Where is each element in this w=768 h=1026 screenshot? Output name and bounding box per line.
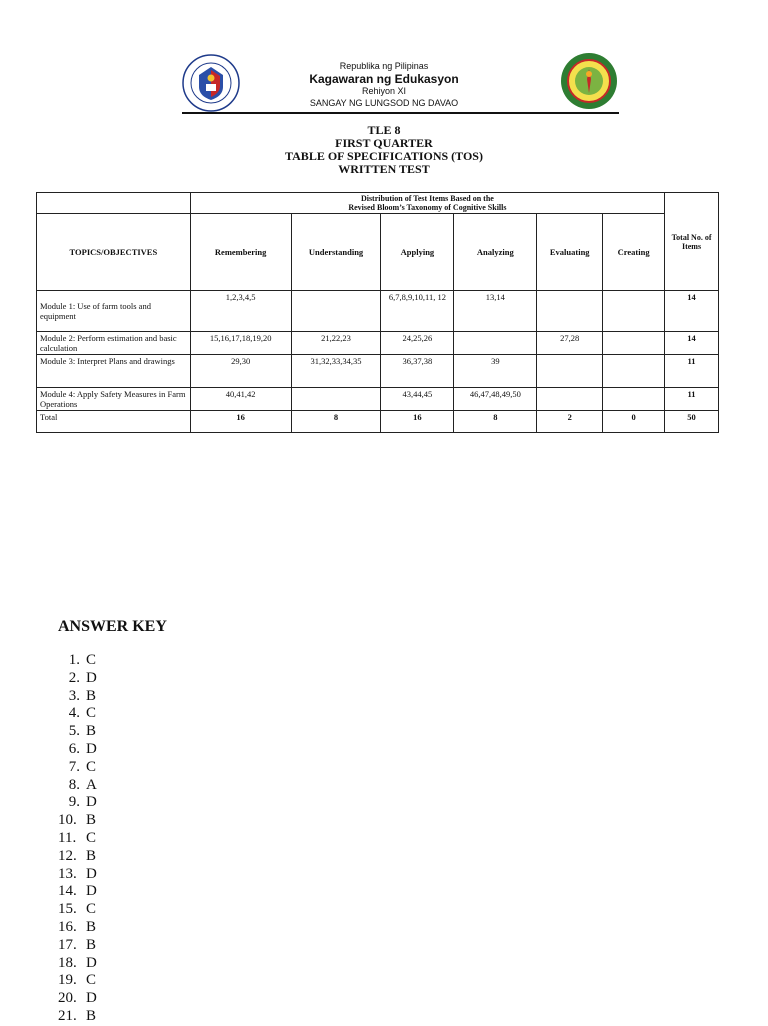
topic-cell: Module 4: Apply Safety Measures in Farm Operations bbox=[37, 388, 191, 411]
level-header: Evaluating bbox=[537, 214, 603, 291]
answer-key-item bbox=[58, 937, 97, 955]
table-row bbox=[37, 332, 719, 355]
item-answer: D bbox=[86, 794, 97, 811]
republic-line: Republika ng Pilipinas bbox=[339, 61, 429, 71]
answer-key-item bbox=[58, 972, 97, 990]
davao-city-division-seal-icon bbox=[560, 52, 618, 110]
item-answer: B bbox=[86, 687, 97, 704]
item-answer: C bbox=[86, 829, 97, 846]
item-number: 6. bbox=[68, 740, 80, 757]
item-number: 19. bbox=[58, 972, 77, 989]
answer-key-item bbox=[58, 652, 97, 670]
answer-key-item bbox=[58, 919, 97, 937]
item-number: 16. bbox=[58, 918, 77, 935]
item-number: 21. bbox=[58, 1007, 77, 1024]
answer-key-item bbox=[58, 955, 97, 973]
items-cell bbox=[603, 332, 665, 355]
topic-cell: Module 2: Perform estimation and basic calculation bbox=[37, 332, 191, 355]
item-number: 18. bbox=[58, 954, 77, 971]
table-row bbox=[37, 291, 719, 332]
grand-total-cell: 50 bbox=[665, 411, 719, 433]
items-cell bbox=[603, 355, 665, 388]
items-cell bbox=[537, 388, 603, 411]
distribution-header: Distribution of Test Items Based on the Revised Bloom’s Taxonomy of Cognitive Skills bbox=[190, 193, 664, 214]
level-header: Understanding bbox=[291, 214, 381, 291]
item-answer: B bbox=[86, 723, 97, 740]
items-cell: 21,22,23 bbox=[291, 332, 381, 355]
item-number: 14. bbox=[58, 883, 77, 900]
table-row bbox=[37, 355, 719, 388]
answer-key-list bbox=[58, 652, 97, 1026]
table-row bbox=[37, 388, 719, 411]
level-total-cell: 16 bbox=[381, 411, 454, 433]
level-header: Remembering bbox=[190, 214, 291, 291]
test-type-title: WRITTEN TEST bbox=[338, 162, 430, 176]
region-line: Rehiyon XI bbox=[361, 86, 407, 96]
items-cell: 13,14 bbox=[454, 291, 537, 332]
document-title bbox=[0, 124, 768, 176]
level-total-cell: 8 bbox=[291, 411, 381, 433]
level-header: Applying bbox=[381, 214, 454, 291]
item-number: 9. bbox=[68, 794, 80, 811]
answer-key-item bbox=[58, 777, 97, 795]
items-cell: 40,41,42 bbox=[190, 388, 291, 411]
item-answer: B bbox=[86, 847, 97, 864]
item-number: 5. bbox=[68, 723, 80, 740]
quarter-title: FIRST QUARTER bbox=[335, 136, 433, 150]
item-answer: A bbox=[86, 776, 97, 793]
topic-cell: Module 1: Use of farm tools and equipment bbox=[37, 291, 191, 332]
level-total-cell: 16 bbox=[190, 411, 291, 433]
items-cell bbox=[603, 388, 665, 411]
agency-heading bbox=[250, 60, 518, 109]
answer-key-item bbox=[58, 812, 97, 830]
item-number: 20. bbox=[58, 990, 77, 1007]
item-answer: B bbox=[86, 1007, 97, 1024]
answer-key-item bbox=[58, 830, 97, 848]
items-cell bbox=[603, 291, 665, 332]
item-answer: C bbox=[86, 758, 97, 775]
answer-key-item bbox=[58, 866, 97, 884]
item-number: 3. bbox=[68, 687, 80, 704]
items-cell bbox=[537, 355, 603, 388]
answer-key-item bbox=[58, 741, 97, 759]
item-number: 7. bbox=[68, 758, 80, 775]
item-answer: D bbox=[86, 740, 97, 757]
items-cell bbox=[291, 291, 381, 332]
item-answer: C bbox=[86, 972, 97, 989]
item-answer: C bbox=[86, 705, 97, 722]
items-cell: 1,2,3,4,5 bbox=[190, 291, 291, 332]
answer-key-item bbox=[58, 759, 97, 777]
item-number: 4. bbox=[68, 705, 80, 722]
department-name: Kagawaran ng Edukasyon bbox=[309, 72, 459, 86]
items-cell: 24,25,26 bbox=[381, 332, 454, 355]
row-total-cell: 11 bbox=[665, 355, 719, 388]
document-header bbox=[0, 0, 768, 120]
items-cell: 27,28 bbox=[537, 332, 603, 355]
item-number: 15. bbox=[58, 901, 77, 918]
answer-key-item bbox=[58, 901, 97, 919]
item-answer: D bbox=[86, 865, 97, 882]
items-cell: 6,7,8,9,10,11, 12 bbox=[381, 291, 454, 332]
subject-title: TLE 8 bbox=[367, 123, 401, 137]
answer-key-item bbox=[58, 990, 97, 1008]
row-total-cell: 14 bbox=[665, 332, 719, 355]
topic-cell: Module 3: Interpret Plans and drawings bbox=[37, 355, 191, 388]
items-cell: 43,44,45 bbox=[381, 388, 454, 411]
row-total-cell: 11 bbox=[665, 388, 719, 411]
item-number: 8. bbox=[68, 776, 80, 793]
items-cell: 39 bbox=[454, 355, 537, 388]
items-cell: 31,32,33,34,35 bbox=[291, 355, 381, 388]
division-line: SANGAY NG LUNGSOD NG DAVAO bbox=[309, 98, 459, 108]
item-answer: D bbox=[86, 954, 97, 971]
item-answer: D bbox=[86, 669, 97, 686]
answer-key-item bbox=[58, 883, 97, 901]
item-number: 17. bbox=[58, 936, 77, 953]
answer-key-item bbox=[58, 848, 97, 866]
topics-header: TOPICS/OBJECTIVES bbox=[37, 214, 191, 291]
answer-key-item bbox=[58, 705, 97, 723]
level-total-cell: 2 bbox=[537, 411, 603, 433]
level-total-cell: 8 bbox=[454, 411, 537, 433]
total-label: Total bbox=[37, 411, 191, 433]
answer-key-item bbox=[58, 723, 97, 741]
answer-key-item bbox=[58, 1008, 97, 1026]
item-number: 2. bbox=[68, 669, 80, 686]
item-answer: B bbox=[86, 936, 97, 953]
item-answer: D bbox=[86, 990, 97, 1007]
answer-key-item bbox=[58, 794, 97, 812]
answer-key-item bbox=[58, 688, 97, 706]
header-divider bbox=[182, 112, 619, 114]
item-number: 12. bbox=[58, 847, 77, 864]
items-cell: 36,37,38 bbox=[381, 355, 454, 388]
item-number: 1. bbox=[68, 652, 80, 668]
items-cell: 15,16,17,18,19,20 bbox=[190, 332, 291, 355]
level-header: Creating bbox=[603, 214, 665, 291]
answer-key-title: ANSWER KEY bbox=[58, 618, 167, 635]
answer-key-item bbox=[58, 670, 97, 688]
items-cell bbox=[537, 291, 603, 332]
item-answer: C bbox=[86, 901, 97, 918]
items-cell bbox=[291, 388, 381, 411]
item-number: 10. bbox=[58, 812, 77, 829]
total-items-header: Total No. of Items bbox=[665, 193, 719, 291]
items-cell bbox=[454, 332, 537, 355]
level-header: Analyzing bbox=[454, 214, 537, 291]
item-answer: B bbox=[86, 918, 97, 935]
item-answer: D bbox=[86, 883, 97, 900]
tos-title: TABLE OF SPECIFICATIONS (TOS) bbox=[285, 149, 483, 163]
blank-header-cell bbox=[37, 193, 191, 214]
items-cell: 29,30 bbox=[190, 355, 291, 388]
level-total-cell: 0 bbox=[603, 411, 665, 433]
items-cell: 46,47,48,49,50 bbox=[454, 388, 537, 411]
item-answer: B bbox=[86, 812, 97, 829]
deped-seal-icon bbox=[182, 54, 240, 112]
item-number: 13. bbox=[58, 865, 77, 882]
total-row bbox=[37, 411, 719, 433]
row-total-cell: 14 bbox=[665, 291, 719, 332]
item-number: 11. bbox=[58, 829, 77, 846]
item-answer: C bbox=[86, 652, 97, 668]
specifications-table bbox=[36, 192, 719, 433]
